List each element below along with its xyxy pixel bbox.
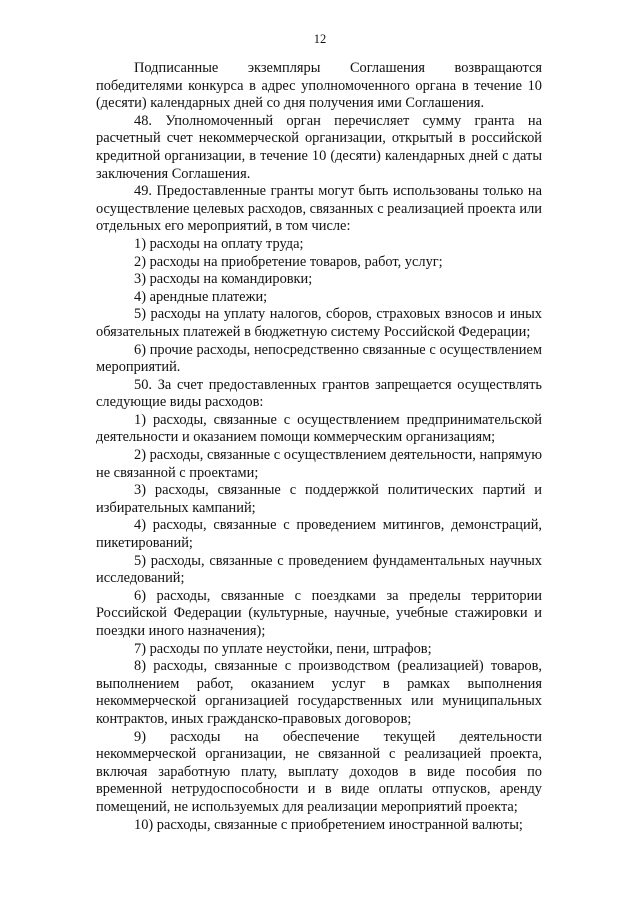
list-item-50-10: 10) расходы, связанные с приобретением иностранной валюты; [134, 816, 523, 833]
list-item-49-1: 1) расходы на оплату труда; [134, 235, 304, 252]
list-item-50-2: 2) расходы, связанные с осуществлением деятельности, напрямую не связанной с проектами; [96, 447, 542, 481]
list-item-50-4: 4) расходы, связанные с проведением митингов, демонстраций, пикетирований; [96, 517, 542, 552]
paragraph-signed-copies: Подписанные экземпляры Соглашения возвращаются победителями конкурса в адрес уполномоченного органа в течение 10 (десяти) календарных дней со дня получения ими Соглашения. [96, 60, 542, 112]
list-item-49-4: 4) арендные платежи; [134, 288, 268, 305]
page-number: 12 [313, 32, 327, 46]
list-item-49-2: 2) расходы на приобретение товаров, работ, услуг; [134, 253, 443, 270]
list-item-50-1: 1) расходы, связанные с осуществлением предпринимательской деятельности и оказанием помощи коммерческим организациям; [96, 411, 542, 446]
paragraph-48: 48. Уполномоченный орган перечисляет сумму гранта на расчетный счет некоммерческой организации, открытый в российской кредитной организации, в течение 10 (десяти) календарных дней с даты заключения Соглашения. [96, 112, 542, 182]
list-item-50-6: 6) расходы, связанные с поездками за пределы территории Российской Федерации (культурные, научные, учебные стажировки и поездки иного назначения); [96, 587, 542, 639]
list-item-49-3: 3) расходы на командировки; [134, 271, 313, 288]
list-item-50-5: 5) расходы, связанные с проведением фундаментальных научных исследований; [96, 552, 542, 587]
paragraph-49: 49. Предоставленные гранты могут быть использованы только на осуществление целевых расходов, связанных с реализацией проекта или отдельных его мероприятий, в том числе: [96, 183, 542, 235]
list-item-50-3: 3) расходы, связанные с поддержкой политических партий и избирательных кампаний; [96, 482, 542, 516]
document-body [96, 60, 542, 834]
list-item-50-8: 8) расходы, связанные с производством (реализацией) товаров, выполнением работ, оказанием услуг в рамках выполнения некоммерческой организацией государственных или муниципальных контрактов, иных гражданско-правовых договоров; [96, 658, 542, 727]
list-item-50-7: 7) расходы по уплате неустойки, пени, штрафов; [134, 640, 432, 657]
list-item-49-6: 6) прочие расходы, непосредственно связанные с осуществлением мероприятий. [96, 341, 542, 376]
list-item-50-9: 9) расходы на обеспечение текущей деятельности некоммерческой организации, не связанной с реализацией проекта, включая заработную плату, выплату доходов в виде пособия по временной нетрудоспособности и в виде оплаты отпусков, аренду помещений, не используемых для реализации мероприятий проекта; [96, 728, 542, 815]
paragraph-50: 50. За счет предоставленных грантов запрещается осуществлять следующие виды расходов: [96, 376, 542, 411]
list-item-49-5: 5) расходы на уплату налогов, сборов, страховых взносов и иных обязательных платежей в бюджетную систему Российской Федерации; [96, 306, 542, 340]
